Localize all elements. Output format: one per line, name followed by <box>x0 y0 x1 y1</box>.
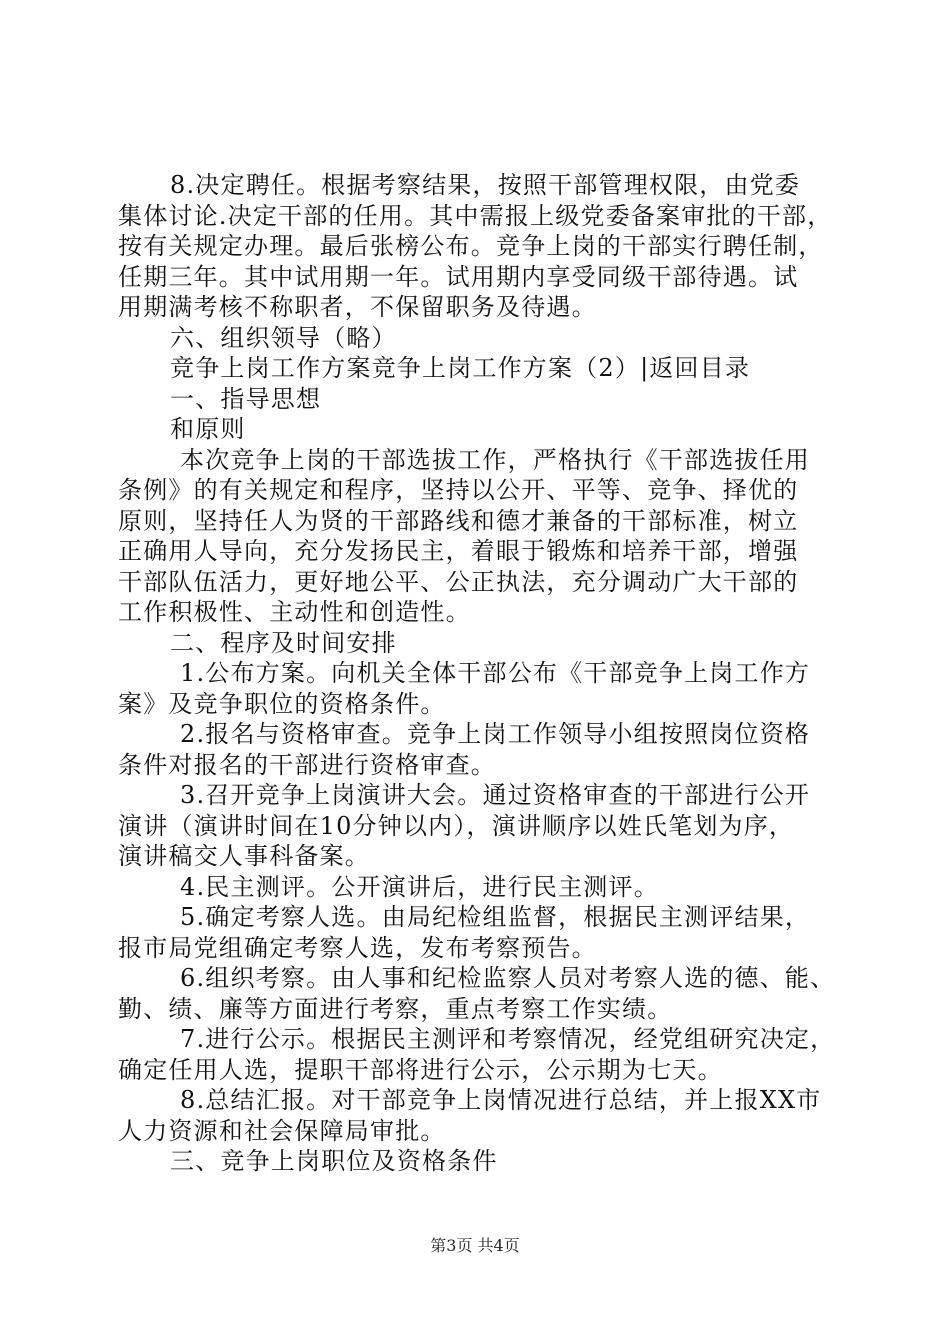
text-line: 任期三年。其中试用期一年。试用期内享受同级干部待遇。试 <box>118 262 799 291</box>
document-body <box>118 170 838 1177</box>
text-line: 工作积极性、主动性和创造性。 <box>118 598 471 626</box>
text-line: 本次竞争上岗的干部选拔工作，严格执行《干部选拔任用 <box>180 445 810 474</box>
text-line: 4.民主测评。公开演讲后，进行民主测评。 <box>180 872 659 901</box>
text-line: 确定任用人选，提职干部将进行公示，公示期为七天。 <box>118 1055 723 1084</box>
text-line: 演讲（演讲时间在10分钟以内），演讲顺序以姓氏笔划为序， <box>118 811 795 840</box>
text-line: 3.召开竞争上岗演讲大会。通过资格审查的干部进行公开 <box>180 781 811 809</box>
text-line: 条件对报名的干部进行资格审查。 <box>118 750 496 779</box>
text-line: 六、组织领导（略） <box>170 323 397 352</box>
text-line: 8.总结汇报。对干部竞争上岗情况进行总结，并上报XX市 <box>180 1086 822 1114</box>
text-line: 正确用人导向，充分发扬民主，着眼于锻炼和培养干部，增强 <box>118 537 799 565</box>
text-line: 2.报名与资格审查。竞争上岗工作领导小组按照岗位资格 <box>180 720 811 748</box>
text-line: 6.组织考察。由人事和纪检监察人员对考察人选的德、能、 <box>180 964 836 992</box>
page-footer: 第3页 共4页 <box>430 1236 520 1255</box>
text-line: 竞争上岗工作方案竞争上岗工作方案（2）|返回目录 <box>170 354 751 382</box>
text-line: 按有关规定办理。最后张榜公布。竞争上岗的干部实行聘任制， <box>118 232 824 260</box>
text-line: 人力资源和社会保障局审批。 <box>118 1116 446 1145</box>
text-line: 用期满考核不称职者，不保留职务及待遇。 <box>118 293 597 321</box>
text-line: 条例》的有关规定和程序，坚持以公开、平等、竞争、择优的 <box>118 476 799 504</box>
text-line: 原则，坚持任人为贤的干部路线和德才兼备的干部标准，树立 <box>118 506 799 535</box>
text-line: 案》及竞争职位的资格条件。 <box>118 689 446 718</box>
text-line: 演讲稿交人事科备案。 <box>118 842 370 870</box>
text-line: 7.进行公示。根据民主测评和考察情况，经党组研究决定， <box>180 1025 836 1053</box>
text-line: 三、竞争上岗职位及资格条件 <box>170 1147 498 1175</box>
text-line: 1.公布方案。向机关全体干部公布《干部竞争上岗工作方 <box>180 659 811 687</box>
text-line: 5.确定考察人选。由局纪检组监督，根据民主测评结果， <box>180 903 811 931</box>
text-line: 报市局党组确定考察人选，发布考察预告。 <box>118 933 597 962</box>
text-line: 干部队伍活力，更好地公平、公正执法，充分调动广大干部的 <box>118 567 799 596</box>
text-line: 一、指导思想 <box>170 384 322 413</box>
text-line: 8.决定聘任。根据考察结果，按照干部管理权限，由党委 <box>170 171 801 199</box>
text-line: 勤、绩、廉等方面进行考察，重点考察工作实绩。 <box>118 994 673 1023</box>
text-line: 二、程序及时间安排 <box>170 628 397 657</box>
text-line: 和原则 <box>170 415 246 443</box>
text-line: 集体讨论.决定干部的任用。其中需报上级党委备案审批的干部， <box>118 201 833 230</box>
